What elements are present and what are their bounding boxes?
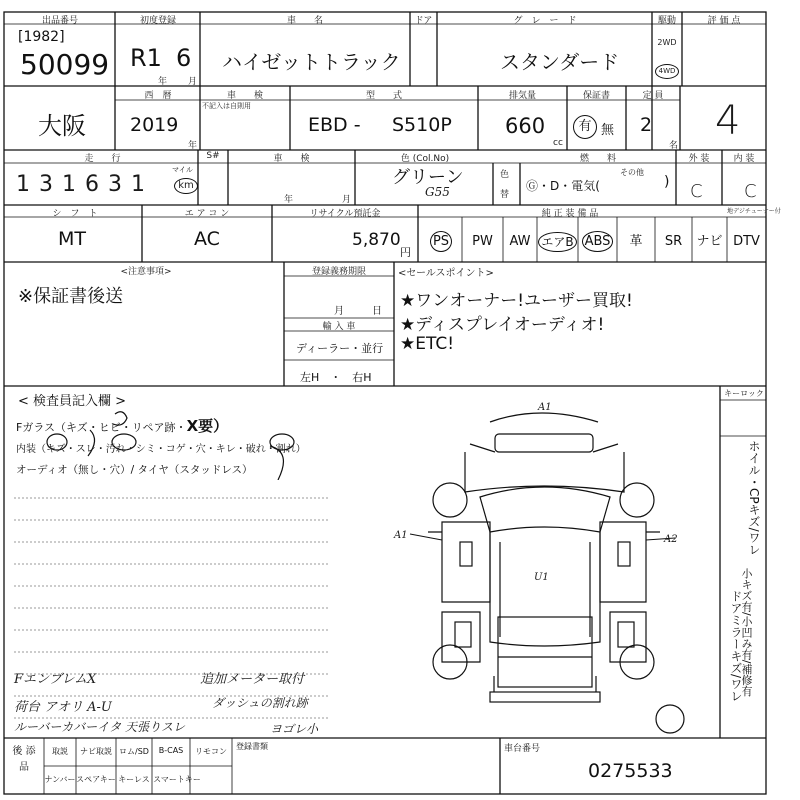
yen-unit: 円 (400, 246, 411, 259)
mark-a1-top: A1 (538, 402, 552, 413)
fuel-label: 燃 料 (579, 154, 616, 164)
lot-number: 50099 (20, 48, 110, 81)
footer-navi-manual: ナビ取説 (80, 747, 112, 756)
year-unit: 年 (158, 77, 168, 87)
footer-rom-sd: ロム/SD (119, 747, 149, 756)
interior-label: 内 装 (733, 154, 755, 164)
region: 大阪 (38, 112, 86, 140)
footer-number-plate: ナンバー (44, 775, 76, 784)
equipment-label: 純 正 装 備 品 (541, 209, 599, 219)
exterior-grade: C (690, 181, 703, 202)
handle-side: 左H ・ 右H (300, 371, 372, 384)
shift-label: シ フ ト (52, 209, 98, 219)
displacement: 660 (505, 114, 546, 138)
footer-smart-key: スマートキー (153, 775, 201, 784)
mileage-label: 走 行 (84, 154, 121, 164)
mile-unit: マイル (172, 166, 193, 174)
legend-wheel: ホイル・CPキズ/ワレ (747, 440, 761, 556)
equipment-sr: SR (664, 234, 683, 249)
displacement-label: 排気量 (508, 91, 536, 101)
smeter-label: S# (206, 151, 220, 161)
color: グリーン (392, 167, 464, 188)
recycle-label: リサイクル預託金 (309, 209, 381, 219)
interior-line: 内装（キズ・スレ・汚れ・シミ・コゲ・穴・キレ・破れ・割れ） (16, 444, 306, 455)
import-label: 輸 入 車 (322, 322, 356, 332)
drive-4wd: 4WD (655, 64, 679, 79)
sales-point-3: ★ETC! (400, 334, 455, 354)
equipment-airbag: エアB (537, 230, 578, 254)
lot-number-label: 出品番号 (41, 16, 78, 26)
chassis-number-label: 車台番号 (504, 744, 541, 754)
lot-sub-number: [1982] (18, 29, 65, 45)
color-change-1: 色 (500, 170, 510, 180)
exterior-label: 外 装 (688, 154, 710, 164)
equipment-abs: ABS (578, 230, 617, 254)
handwritten-note-1: FエンブレムX (14, 672, 97, 687)
deadline-month-unit: 月 (334, 306, 344, 317)
deadline-day-unit: 日 (372, 306, 382, 317)
inspector-title: < 検査員記入欄 > (18, 394, 127, 409)
mark-a2-right: A2 (664, 534, 678, 545)
grade-label: グ レ ー ド (513, 16, 577, 26)
equipment-leather: 革 (629, 234, 643, 249)
ac: AC (194, 228, 220, 250)
sales-points-label: <セールスポイント> (398, 268, 494, 279)
equipment-aw: AW (509, 234, 531, 249)
color-code: G55 (425, 185, 450, 199)
inspection-label: 車 検 (226, 91, 263, 101)
footer-remote: リモコン (195, 747, 227, 756)
fuel-other: その他 (620, 168, 644, 177)
handwritten-note-6: ヨゴレ小 (270, 722, 319, 736)
accessories-label: 後 添 品 (12, 746, 36, 773)
handwritten-circles (0, 400, 330, 480)
registration-docs-label: 登録書類 (236, 742, 268, 751)
km-unit: km (174, 178, 198, 194)
mark-u1-center: U1 (534, 572, 549, 583)
shift: MT (58, 228, 86, 250)
model-code: S510P (392, 114, 452, 136)
legend-mirror: ドアミラーキズ/ワレ (729, 590, 743, 703)
grade: スタンダード (500, 50, 620, 74)
handwritten-note-5: ルーバーカバーイタ 天張りスレ (14, 720, 185, 734)
month-unit: 月 (188, 77, 198, 87)
equipment-navi: ナビ (696, 234, 723, 249)
windshield-line: Fガラス（キズ・ヒビ・リペア跡・X要） (16, 417, 229, 435)
footer-spare-key: スペアキー (76, 775, 116, 784)
capacity-unit: 名 (669, 141, 679, 151)
warranty-label: 保証書 (582, 91, 610, 101)
mileage: 1 3 1 6 3 1 (16, 172, 146, 197)
inspection-note: 不記入は自則用 (202, 102, 251, 110)
equipment-ps: PS (420, 230, 462, 254)
cc-unit: cc (553, 138, 563, 148)
shaken-month-unit: 月 (342, 195, 352, 205)
handwritten-note-3: 荷台 アオリ A-U (14, 700, 112, 715)
car-name: ハイゼットトラック (222, 50, 401, 74)
fuel-close: ) (664, 174, 670, 190)
western-year-label: 西 暦 (144, 91, 172, 101)
first-registration-label: 初度登録 (139, 16, 176, 26)
capacity-label: 定 員 (642, 91, 664, 101)
caution-label: <注意事項> (120, 267, 172, 277)
door-label: ドア (414, 16, 433, 26)
interior-grade: C (744, 181, 757, 202)
drive-2wd: 2WD (657, 38, 677, 47)
equipment-pw: PW (472, 234, 493, 249)
footer-bcas: B-CAS (158, 746, 184, 755)
registration-deadline-label: 登録義務期限 (311, 267, 366, 277)
mark-a1-left: A1 (394, 530, 408, 541)
caution-text: ※保証書後送 (18, 286, 124, 307)
footer-manual: 取説 (52, 747, 68, 756)
color-change-2: 替 (500, 190, 510, 200)
ac-label: エ ア コ ン (184, 209, 230, 219)
audio-tire-line: オーディオ（無し・穴）/ タイヤ（スタッドレス） (16, 464, 253, 476)
footer-keyless: キーレス (118, 775, 150, 784)
shaken-year-unit: 年 (284, 195, 294, 205)
dealer-parallel: ディーラー・並行 (296, 342, 384, 355)
score-value: 4 (715, 98, 741, 144)
handwritten-note-4: ダッシュの割れ跡 (212, 696, 308, 710)
first-reg-month: 6 (176, 44, 192, 72)
first-reg-era-year: R1 (130, 44, 162, 72)
equipment-dtv: DTV (733, 234, 760, 249)
sales-point-1: ★ワンオーナー!ユーザー買取! (400, 291, 633, 311)
western-year: 2019 (130, 114, 179, 136)
handwritten-note-2: 追加メーター取付 (200, 672, 305, 687)
warranty-no: 無 (601, 123, 615, 138)
chassis-number: 0275533 (588, 760, 673, 782)
color-label: 色 (Col.No) (400, 154, 450, 164)
recycle-amount: 5,870 (352, 230, 401, 250)
shaken-label: 車 検 (273, 154, 310, 164)
model-label: 型 式 (365, 91, 402, 101)
capacity: 2 (640, 114, 653, 136)
sales-point-2: ★ディスプレイオーディオ! (400, 315, 605, 335)
keylock-label: キーロック (724, 389, 764, 398)
legend-small-damage: 小キズ有/小凹み有/補修有 (740, 568, 753, 697)
fuel-options: Ⓖ・D・電気( (526, 179, 600, 193)
model-prefix: EBD - (308, 114, 361, 136)
score-label: 評 価 点 (707, 16, 741, 26)
tuner-label: 地デジチューナー付 (727, 208, 781, 215)
drive-label: 駆動 (657, 16, 676, 26)
warranty-yes: 有 (573, 115, 597, 139)
western-year-unit: 年 (188, 141, 198, 151)
car-name-label: 車 名 (286, 16, 323, 26)
car-diagram (330, 392, 720, 737)
